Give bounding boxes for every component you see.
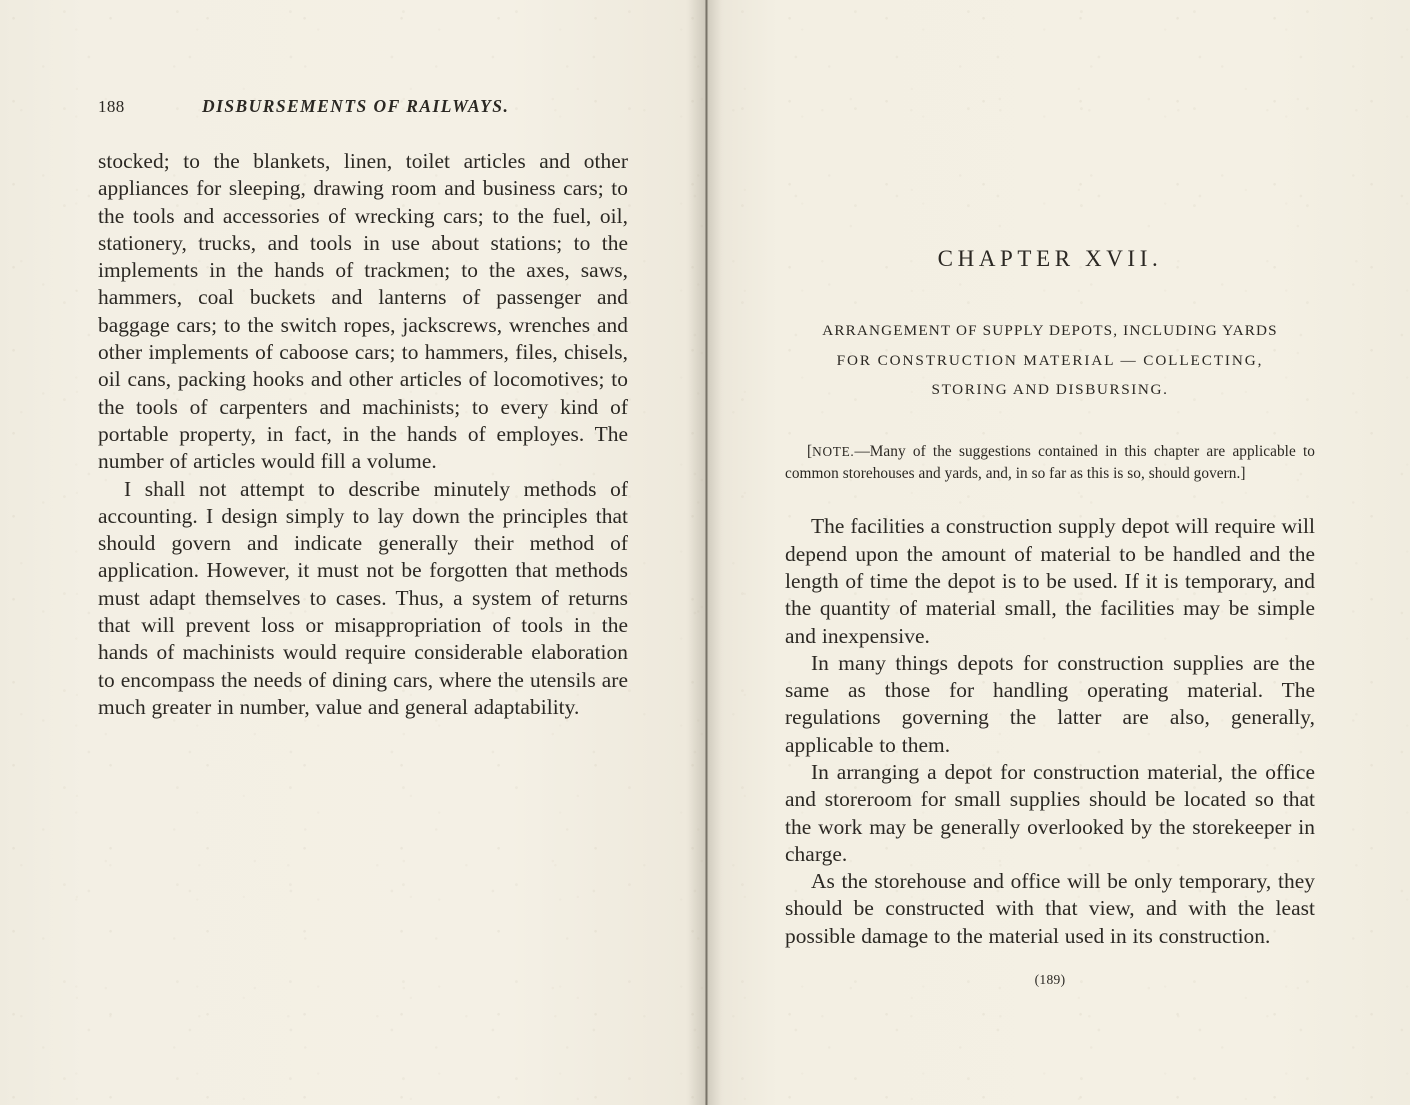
- editor-note: [785, 441, 1315, 486]
- paragraph: As the storehouse and office will be only temporary, they should be constructed with that view, and with the least possible damage to the material used in its construction.: [785, 869, 1315, 948]
- page-number-recto: (189): [1034, 972, 1066, 987]
- running-head: [98, 96, 628, 118]
- running-head-title: DISBURSEMENTS OF RAILWAYS.: [202, 96, 510, 116]
- note-open-bracket: [: [807, 442, 813, 460]
- verso-body-column: [98, 148, 628, 721]
- chapter-number-heading: CHAPTER XVII.: [937, 246, 1163, 271]
- paragraph: The facilities a construction supply depot will require will depend upon the amount of material to be handled and the length of time the depot is to be used. If it is temporary, and the quantity of material small, the facilities may be simple and inexpensive.: [785, 514, 1315, 648]
- verso-page-text-block: [98, 96, 628, 721]
- chapter-subtitle-line: STORING AND DISBURSING.: [931, 381, 1169, 398]
- paragraph: I shall not attempt to describe minutely methods of accounting. I design simply to lay down the principles that should govern and indicate generally their method of application. However, it must not be forgotten that methods must adapt themselves to cases. Thus, a system of returns that will prevent loss or misappropriation of tools in the hands of machinists would require considerable elaboration to encompass the needs of dining cars, where the utensils are much greater in number, value and general adaptability.: [98, 476, 628, 719]
- book-spine-gutter: [705, 0, 708, 1105]
- chapter-subtitle-line: ARRANGEMENT OF SUPPLY DEPOTS, INCLUDING YARDS: [822, 322, 1278, 339]
- paragraph: In many things depots for construction supplies are the same as those for handling operating material. The regulations governing the latter are also, generally, applicable to them.: [785, 650, 1315, 757]
- paragraph: In arranging a depot for construction material, the office and storeroom for small supplies should be located so that the work may be generally overlooked by the storekeeper in charge.: [785, 759, 1315, 866]
- page-number-verso: 188: [98, 97, 125, 116]
- note-label: NOTE.: [812, 443, 855, 459]
- chapter-subtitle-heading: [785, 316, 1315, 405]
- paragraph: stocked; to the blankets, linen, toilet articles and other appliances for sleeping, drawing room and business cars; to the tools and accessories of wrecking cars; to the fuel, oil, stationery, trucks, and tools in use about stations; to the implements in the hands of trackmen; to the axes, saws, hammers, coal buckets and lanterns of passenger and baggage cars; to the switch ropes, jackscrews, wrenches and other implements of caboose cars; to hammers, files, chisels, oil cans, packing hooks and other articles of locomotives; to the tools of carpenters and machinists; to every kind of portable property, in fact, in the hands of employes. The number of articles would fill a volume.: [98, 149, 628, 474]
- recto-body-column: [785, 513, 1315, 950]
- note-text: —Many of the suggestions contained in this chapter are applicable to common storehouses and yards, and, in so far as this is so, should govern.]: [785, 442, 1315, 482]
- chapter-subtitle-line: FOR CONSTRUCTION MATERIAL — COLLECTING,: [836, 351, 1264, 369]
- recto-page-text-block: [785, 246, 1315, 950]
